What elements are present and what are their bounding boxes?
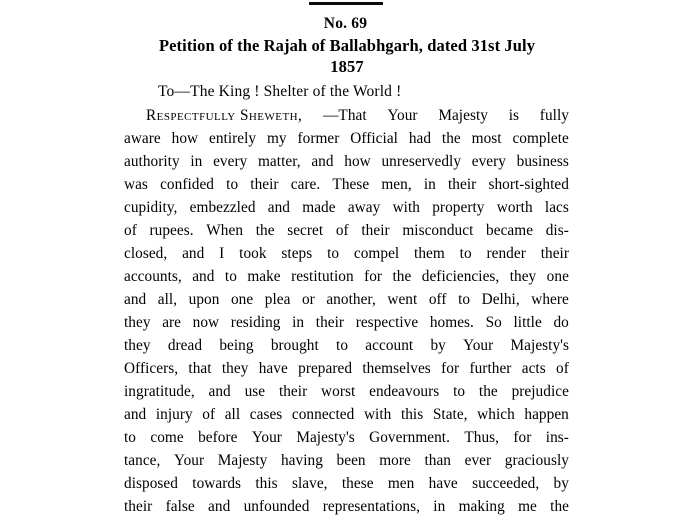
body-line <box>124 472 569 495</box>
body-word: compel <box>353 245 400 262</box>
body-word: they <box>124 314 151 331</box>
body-line <box>124 104 569 127</box>
body-word: by <box>430 337 446 354</box>
body-word: prejudice <box>511 383 569 400</box>
body-word: and <box>124 406 147 423</box>
body-word: Official <box>350 130 398 147</box>
body-word: Majesty's <box>510 337 569 354</box>
body-word: their <box>448 176 477 193</box>
body-word: became <box>486 222 534 239</box>
body-word: These <box>332 176 370 193</box>
body-word: to <box>226 176 239 193</box>
body-word: for <box>364 268 383 285</box>
body-word: and <box>208 383 231 400</box>
body-word: deficiencies, <box>421 268 500 285</box>
salutation-line: To—The King ! Shelter of the World ! <box>158 83 402 100</box>
body-line <box>124 311 569 334</box>
body-word: fully <box>539 107 569 124</box>
body-word: brought <box>270 337 319 354</box>
body-word: of <box>202 406 216 423</box>
page-title-line-2: 1857 <box>330 56 364 76</box>
body-word: one <box>230 291 254 308</box>
body-word: in <box>433 498 446 515</box>
horizontal-rule-icon <box>309 2 383 5</box>
body-word: been <box>336 452 366 469</box>
body-line <box>124 403 569 426</box>
body-word: Your <box>463 337 494 354</box>
body-word: entirely <box>208 130 257 147</box>
body-line <box>124 219 569 242</box>
body-word: When <box>206 222 244 239</box>
body-word: by <box>553 475 569 492</box>
body-word: their <box>540 245 569 262</box>
body-word: false <box>165 498 195 515</box>
body-word: themselves <box>362 360 431 377</box>
body-word: the <box>392 268 412 285</box>
body-word: authority <box>124 153 180 170</box>
body-word: every <box>471 153 506 170</box>
body-word: unfounded <box>243 498 310 515</box>
body-word: business <box>516 153 569 170</box>
body-word: to <box>336 337 349 354</box>
body-word: ingratitude, <box>124 383 195 400</box>
body-word: rupees. <box>149 222 194 239</box>
body-word: Majesty's <box>296 429 355 446</box>
body-word: this <box>400 406 424 423</box>
body-word: men, <box>381 176 412 193</box>
body-word: more <box>379 452 411 469</box>
body-word: cases <box>249 406 283 423</box>
page-title <box>124 36 570 77</box>
body-word: this <box>255 475 278 492</box>
body-word: former <box>297 130 340 147</box>
body-word: confided <box>160 176 215 193</box>
body-word: restitution <box>291 268 354 285</box>
document-number: No. 69 <box>323 15 368 32</box>
body-word: men <box>387 475 415 492</box>
body-word: embezzled <box>189 199 256 216</box>
body-word: their <box>315 314 345 331</box>
body-word: Majesty <box>217 452 268 469</box>
body-text <box>124 104 569 518</box>
body-word: before <box>198 429 238 446</box>
body-word: in <box>292 314 305 331</box>
body-word: or <box>301 291 315 308</box>
body-word: graciously <box>504 452 569 469</box>
body-line <box>124 242 569 265</box>
body-word: went <box>387 291 418 308</box>
body-word: in <box>423 176 436 193</box>
body-word: of <box>335 222 349 239</box>
body-word: residing <box>230 314 281 331</box>
body-word: complete <box>512 130 569 147</box>
body-word: how <box>344 153 371 170</box>
body-word: account <box>365 337 414 354</box>
body-word: the <box>255 222 275 239</box>
body-word: their <box>124 498 153 515</box>
top-ornament-rule <box>0 0 691 14</box>
body-word: matter, <box>257 153 301 170</box>
body-word: which <box>477 406 515 423</box>
body-word: accounts, <box>124 268 182 285</box>
body-word: render <box>486 245 526 262</box>
body-word: So <box>485 314 502 331</box>
body-line <box>124 127 569 150</box>
body-word: the <box>441 130 461 147</box>
body-word: make <box>247 268 281 285</box>
body-line <box>124 495 569 518</box>
body-word: most <box>471 130 502 147</box>
body-word: and <box>182 245 205 262</box>
body-word: aware <box>124 130 161 147</box>
body-line <box>124 288 569 311</box>
body-word: their <box>278 383 308 400</box>
body-word: use <box>244 383 266 400</box>
body-word: to <box>459 245 472 262</box>
body-word: Your <box>387 107 418 124</box>
body-word: they <box>124 337 151 354</box>
body-word: towards <box>192 475 242 492</box>
body-word: in <box>190 153 203 170</box>
body-word: Your <box>251 429 282 446</box>
body-word: further <box>469 360 512 377</box>
body-word: how <box>171 130 199 147</box>
body-word: plea <box>264 291 291 308</box>
body-word: of <box>124 222 137 239</box>
body-word: now <box>192 314 220 331</box>
body-word: they <box>221 360 249 377</box>
body-word: come <box>150 429 184 446</box>
body-word: Your <box>174 452 205 469</box>
body-word: care. <box>290 176 321 193</box>
body-word: away <box>347 199 381 216</box>
body-word: me <box>518 498 537 515</box>
body-word: have <box>428 475 458 492</box>
body-word: my <box>266 130 287 147</box>
body-word: misconduct <box>402 222 474 239</box>
body-word: are <box>162 314 182 331</box>
body-word: I <box>219 245 225 262</box>
body-word: cupidity, <box>124 199 178 216</box>
body-word: ins- <box>545 429 569 446</box>
body-line <box>124 357 569 380</box>
body-word: the <box>550 498 569 515</box>
body-word: them <box>414 245 445 262</box>
body-word: having <box>280 452 323 469</box>
body-word: where <box>531 291 569 308</box>
body-line <box>124 196 569 219</box>
body-word: is <box>508 107 520 124</box>
body-word: succeeded, <box>472 475 540 492</box>
body-word: and <box>311 153 334 170</box>
body-word: with <box>392 199 420 216</box>
body-word: of <box>556 360 569 377</box>
body-line <box>124 426 569 449</box>
body-word: acts <box>521 360 546 377</box>
body-word: Majesty <box>438 107 488 124</box>
body-word: to <box>124 429 136 446</box>
body-word: steps <box>281 245 313 262</box>
body-word: unreservedly <box>381 153 462 170</box>
body-word: to <box>327 245 340 262</box>
body-word: do <box>553 314 569 331</box>
body-word: their <box>361 222 390 239</box>
body-word: respective <box>355 314 419 331</box>
body-word: another, <box>326 291 376 308</box>
body-line <box>124 265 569 288</box>
body-word: all, <box>157 291 178 308</box>
body-word: and <box>192 268 215 285</box>
body-word: and <box>208 498 231 515</box>
body-word: and <box>124 291 147 308</box>
body-word: to <box>453 383 466 400</box>
page-title-line-1: Petition of the Rajah of Ballabhgarh, dated 31st July <box>158 36 536 55</box>
body-word: —That <box>323 107 367 124</box>
body-word: slave, <box>291 475 328 492</box>
body-word: dread <box>167 337 203 354</box>
body-word: representations, <box>322 498 420 515</box>
body-word: little <box>513 314 542 331</box>
body-word: homes. <box>429 314 474 331</box>
body-word: one <box>546 268 569 285</box>
body-word: State, <box>432 406 468 423</box>
body-word: with <box>363 406 392 423</box>
body-word: connected <box>291 406 355 423</box>
body-word: property <box>432 199 485 216</box>
body-word: Delhi, <box>481 291 520 308</box>
body-word: worth <box>496 199 533 216</box>
body-word: had <box>408 130 432 147</box>
body-word: made <box>302 199 336 216</box>
body-word: tance, <box>124 452 161 469</box>
body-word: injury <box>155 406 193 423</box>
body-word: disposed <box>124 475 178 492</box>
body-word: every <box>213 153 248 170</box>
body-word: have <box>258 360 288 377</box>
body-word: took <box>239 245 267 262</box>
body-word: that <box>188 360 212 377</box>
body-word: secret <box>287 222 324 239</box>
body-line <box>124 380 569 403</box>
body-word: making <box>458 498 505 515</box>
body-word: to <box>224 268 237 285</box>
body-word: short-sighted <box>488 176 569 193</box>
body-word: for <box>513 429 532 446</box>
body-word: was <box>124 176 148 193</box>
body-word: these <box>341 475 374 492</box>
body-line <box>124 334 569 357</box>
body-word: they <box>509 268 537 285</box>
body-word: worst <box>321 383 356 400</box>
body-line <box>124 449 569 472</box>
body-word: endeavours <box>369 383 440 400</box>
body-word: for <box>441 360 460 377</box>
body-word: upon <box>188 291 220 308</box>
body-word: prepared <box>298 360 353 377</box>
body-word: closed, <box>124 245 168 262</box>
body-word: Officers, <box>124 360 179 377</box>
body-word: to <box>458 291 471 308</box>
body-line <box>124 173 569 196</box>
body-word: Thus, <box>464 429 500 446</box>
body-word: and <box>267 199 291 216</box>
body-word: than <box>424 452 452 469</box>
body-word: happen <box>524 406 569 423</box>
body-word: all <box>224 406 241 423</box>
body-line <box>124 150 569 173</box>
body-word: the <box>478 383 498 400</box>
body-word: lacs <box>544 199 569 216</box>
body-word: being <box>219 337 254 354</box>
body-word: dis- <box>545 222 569 239</box>
body-word: their <box>250 176 279 193</box>
body-word: ever <box>464 452 492 469</box>
opening-smallcaps: Respectfully Sheweth, <box>146 107 303 124</box>
body-word: Government. <box>369 429 450 446</box>
body-word: off <box>428 291 447 308</box>
